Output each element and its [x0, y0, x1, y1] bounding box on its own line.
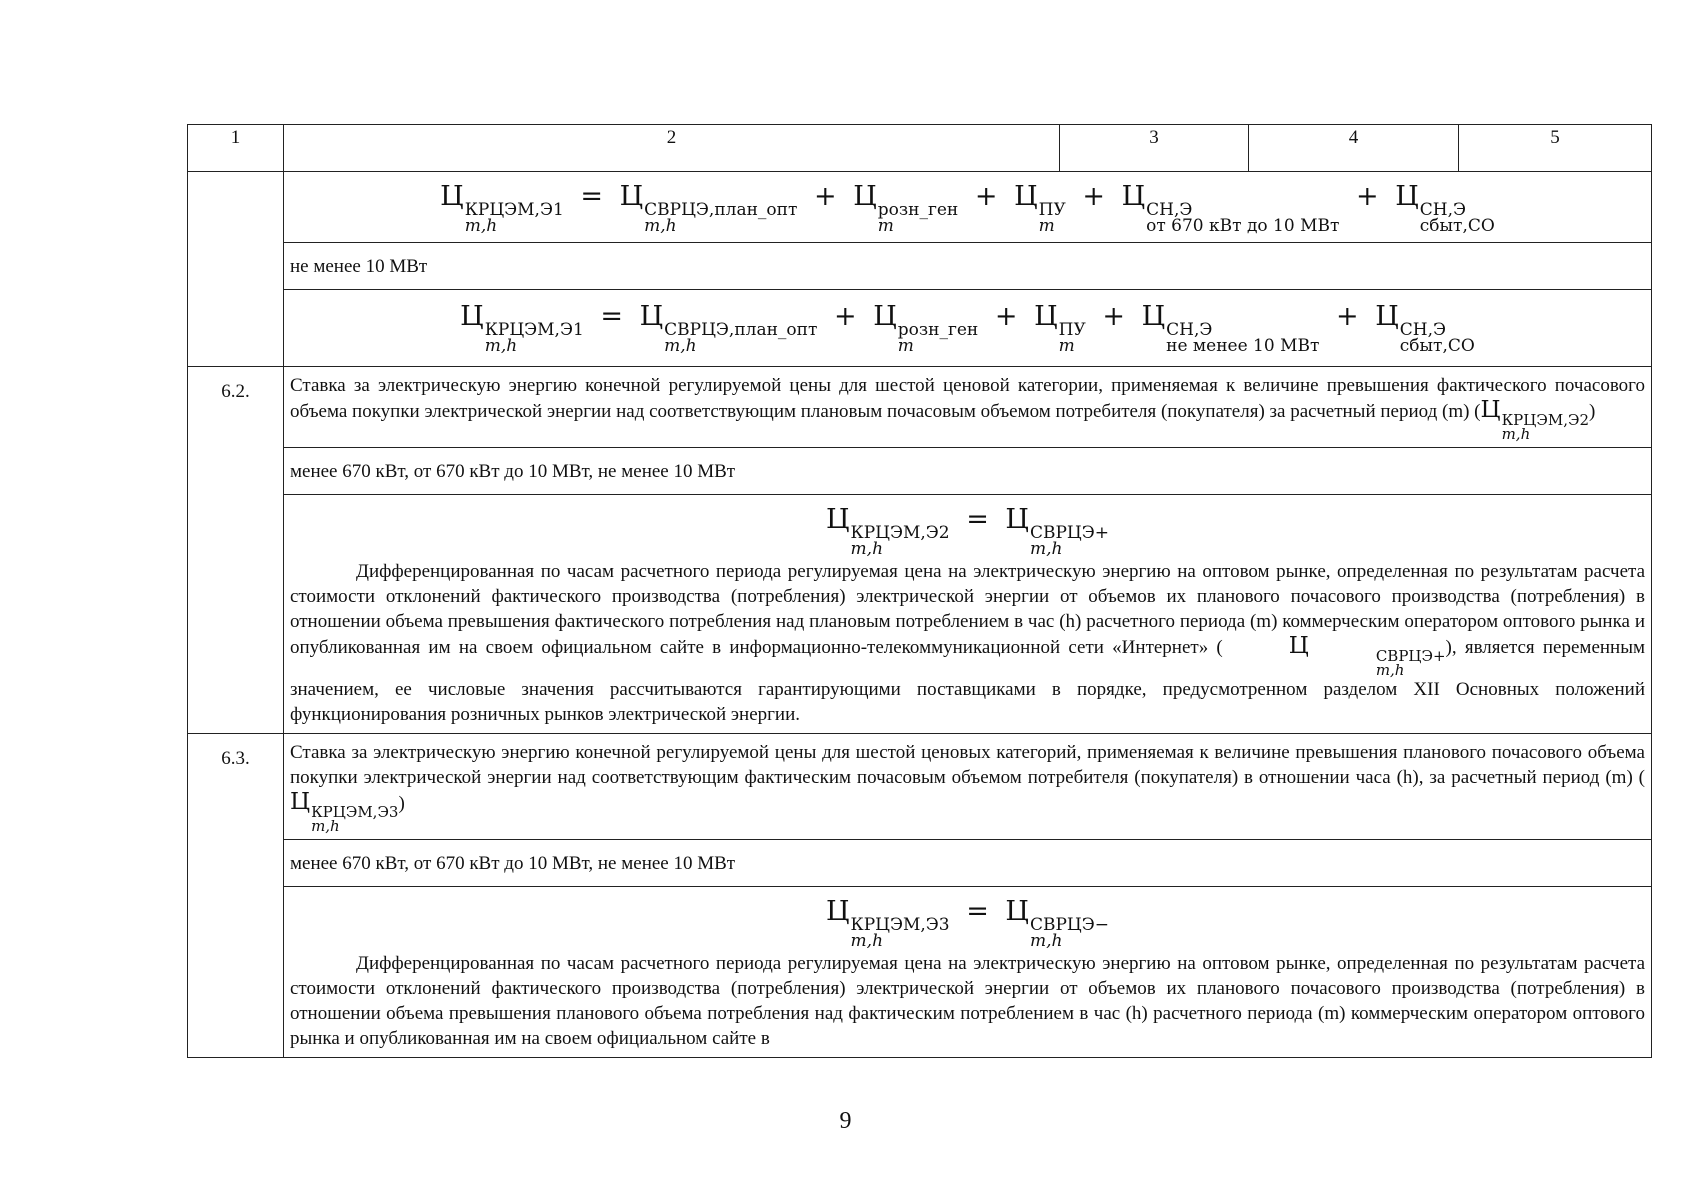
equals-sign: = — [600, 301, 623, 332]
plus-sign: + — [1102, 301, 1125, 332]
plus-sign: + — [813, 181, 837, 212]
page-number: 9 — [839, 1108, 852, 1134]
formula-term: Ц розн_ген m — [873, 301, 979, 356]
formula-e3 — [290, 891, 1645, 951]
row-6-2-label — [188, 448, 1652, 495]
capacity-label: менее 670 кВт, от 670 кВт до 10 МВт, не менее 10 МВт — [284, 840, 1652, 887]
inline-formula: Ц КРЦЭМ,Э2 m,h — [1480, 397, 1589, 443]
row-6-2-description — [188, 367, 1652, 448]
section-6-2-explanation: Дифференцированная по часам расчетного периода регулируемая цена на электрическую энергию на оптовом рынке, определенная по результатам расчета стоимости отклонений фактического производства (потребления) электрической энергии от объемов их планового почасового производства (потребления) в отношении объема превышения фактического потребления над плановым потреблением в час (h) расчетного периода (m) коммерческим оператором оптового рынка и опубликованная им на своем официальном сайте в информационно-телекоммуникационной сети «Интернет» ( Ц СВРЦЭ+ m,h ), является переменным значением, ее числовые значения рассчитываются гарантирующими поставщиками в порядке, предусмотренном разделом XII Основных положений функционирования розничных рынков электрической энергии. — [290, 561, 1645, 725]
section-6-2-description: Ставка за электрическую энергию конечной регулируемой цены для шестой ценовой категории, применяемая к величине превышения фактического почасового объема покупки электрической энергии над соответствующим плановым почасовым объемом потребителя (покупателя) за расчетный период (m) (Ц КРЦЭМ,Э2 m,h ) — [284, 367, 1652, 448]
formula-term: Ц ПУ m — [1014, 181, 1066, 236]
equals-sign: = — [966, 504, 989, 535]
formula-term: Ц СВРЦЭ+ m,h — [1005, 504, 1109, 559]
section-6-3-explanation: Дифференцированная по часам расчетного периода регулируемая цена на электрическую энергию на оптовом рынке, определенная по результатам расчета стоимости отклонений фактического производства (потребления) электрической энергии от объемов их планового почасового производства (потребления) в отношении объема превышения планового объема потребления над фактическим потреблением в час (h) расчетного периода (m) коммерческим оператором оптового рынка и опубликованная им на своем официальном сайте в — [290, 953, 1645, 1049]
plus-sign: + — [994, 301, 1018, 332]
row-6-3-formula — [188, 887, 1652, 1058]
plus-sign: + — [833, 301, 857, 332]
equals-sign: = — [966, 896, 989, 927]
tariff-table — [187, 124, 1652, 1058]
inline-formula: Ц СВРЦЭ+ m,h — [1288, 633, 1446, 679]
formula-term: Ц СН,Э сбыт,СО — [1395, 181, 1495, 236]
header-col-3: 3 — [1060, 125, 1249, 172]
header-col-4: 4 — [1249, 125, 1459, 172]
row-num-empty — [188, 172, 284, 367]
header-col-5: 5 — [1459, 125, 1652, 172]
formula-term: Ц СН,Э сбыт,СО — [1375, 301, 1475, 356]
section-6-3-description: Ставка за электрическую энергию конечной регулируемой цены для шестой ценовых категорий, применяемая к величине превышения планового почасового объема покупки электрической энергии над соответствующим фактическим почасовым объемом потребителя (покупателя) в отношении часа (h), за расчетный период (m) (Ц КРЦЭМ,Э3 m,h ) — [284, 734, 1652, 840]
formula-term: Ц розн_ген m — [853, 181, 959, 236]
formula-e1-670-10mw — [290, 176, 1645, 236]
row-formula-670-10mw — [188, 172, 1652, 243]
section-number-6-3: 6.3. — [188, 734, 284, 1058]
row-6-3-label — [188, 840, 1652, 887]
plus-sign: + — [1356, 181, 1379, 212]
plus-sign: + — [1336, 301, 1359, 332]
plus-sign: + — [974, 181, 998, 212]
inline-formula: Ц КРЦЭМ,Э3 m,h — [290, 789, 399, 835]
formula-e2 — [290, 499, 1645, 559]
formula-term: Ц КРЦЭМ,Э1 m,h — [440, 181, 564, 236]
formula-e1-10mw — [290, 294, 1645, 360]
formula-term: Ц СВРЦЭ,план_опт m,h — [619, 181, 798, 236]
formula-term: Ц СВРЦЭ,план_опт m,h — [639, 301, 818, 356]
row-6-3-description — [188, 734, 1652, 840]
header-col-1: 1 — [188, 125, 284, 172]
equals-sign: = — [580, 181, 603, 212]
row-6-2-formula — [188, 495, 1652, 734]
formula-term: Ц СН,Э от 670 кВт до 10 МВт — [1121, 181, 1340, 236]
formula-term: Ц КРЦЭМ,Э2 m,h — [826, 504, 950, 559]
header-col-2: 2 — [284, 125, 1060, 172]
plus-sign: + — [1082, 181, 1105, 212]
formula-term: Ц СВРЦЭ− m,h — [1005, 896, 1109, 951]
formula-term: Ц СН,Э не менее 10 МВт — [1141, 301, 1320, 356]
formula-term: Ц ПУ m — [1034, 301, 1086, 356]
formula-term: Ц КРЦЭМ,Э1 m,h — [460, 301, 584, 356]
header-row — [188, 125, 1652, 172]
section-number-6-2: 6.2. — [188, 367, 284, 734]
row-formula-10mw — [188, 290, 1652, 367]
capacity-label: менее 670 кВт, от 670 кВт до 10 МВт, не менее 10 МВт — [284, 448, 1652, 495]
row-label-10mw — [188, 243, 1652, 290]
formula-term: Ц КРЦЭМ,Э3 m,h — [826, 896, 950, 951]
capacity-label: не менее 10 МВт — [284, 243, 1652, 290]
